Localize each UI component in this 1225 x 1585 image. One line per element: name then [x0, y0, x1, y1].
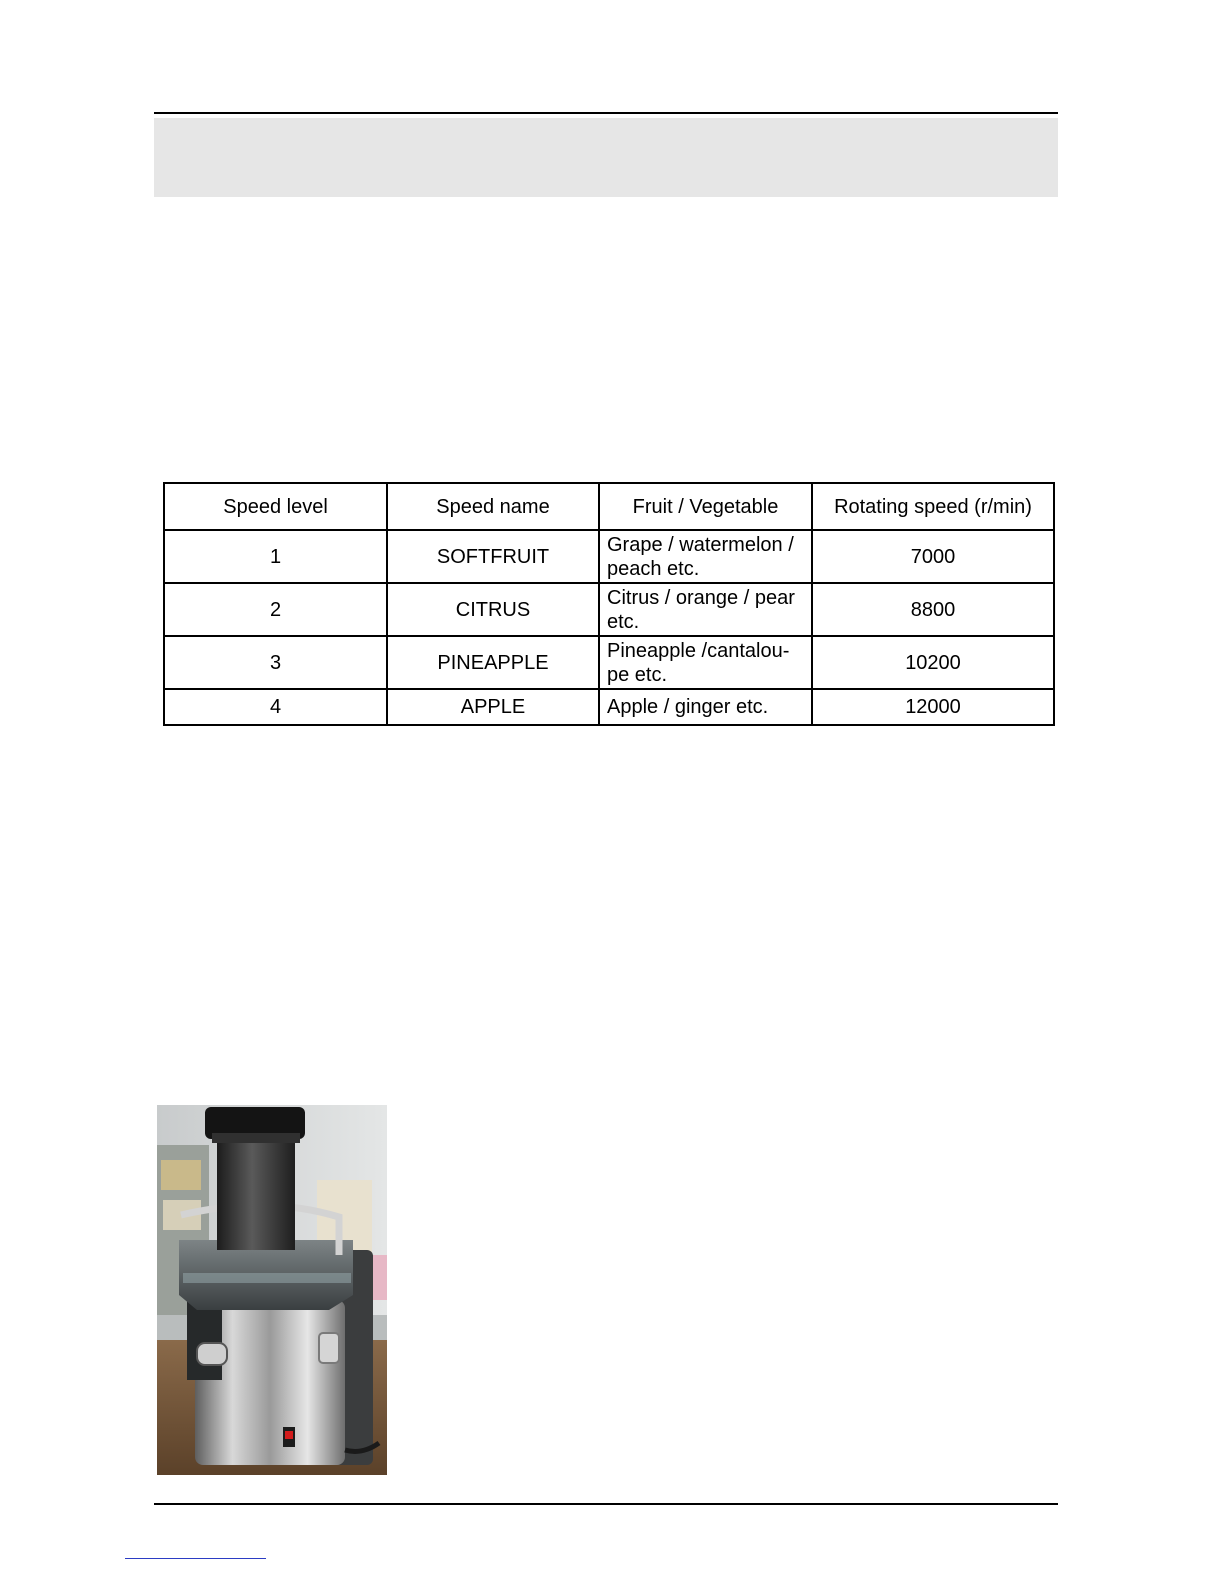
fruit-line-2: peach etc. — [607, 557, 700, 580]
table-row — [164, 636, 1054, 689]
header-band — [154, 118, 1058, 197]
fruit-line-1: Apple / ginger etc. — [607, 696, 769, 718]
top-rule — [154, 112, 1058, 114]
rotating-speed-cell: 10200 — [812, 636, 1054, 689]
fruit-line-1: Grape / watermelon / — [607, 533, 794, 556]
header-rotating-speed: Rotating speed (r/min) — [812, 483, 1054, 530]
fruit-cell — [599, 636, 812, 689]
header-fruit-vegetable: Fruit / Vegetable — [599, 483, 812, 530]
table-row — [164, 689, 1054, 725]
rotating-speed-cell: 8800 — [812, 583, 1054, 636]
table-header-row — [164, 483, 1054, 530]
footer-link-underline — [125, 1558, 266, 1559]
speed-table — [163, 482, 1055, 726]
table-row — [164, 530, 1054, 583]
speed-name-cell: APPLE — [387, 689, 599, 725]
fruit-cell — [599, 583, 812, 636]
fruit-line-2: etc. — [607, 610, 640, 633]
rotating-speed-cell: 7000 — [812, 530, 1054, 583]
rotating-speed-cell: 12000 — [812, 689, 1054, 725]
table-row — [164, 583, 1054, 636]
speed-name-cell: SOFTFRUIT — [387, 530, 599, 583]
fruit-line-1: Pineapple /cantalou- — [607, 639, 790, 662]
fruit-cell — [599, 689, 812, 725]
header-speed-name: Speed name — [387, 483, 599, 530]
speed-name-cell: CITRUS — [387, 583, 599, 636]
juicer-photo — [157, 1105, 387, 1475]
speed-level-cell: 3 — [164, 636, 387, 689]
header-speed-level: Speed level — [164, 483, 387, 530]
speed-level-cell: 4 — [164, 689, 387, 725]
speed-level-cell: 2 — [164, 583, 387, 636]
speed-level-cell: 1 — [164, 530, 387, 583]
bottom-rule — [154, 1503, 1058, 1505]
fruit-line-2: pe etc. — [607, 663, 668, 686]
fruit-cell — [599, 530, 812, 583]
fruit-line-1: Citrus / orange / pear — [607, 586, 795, 609]
speed-name-cell: PINEAPPLE — [387, 636, 599, 689]
